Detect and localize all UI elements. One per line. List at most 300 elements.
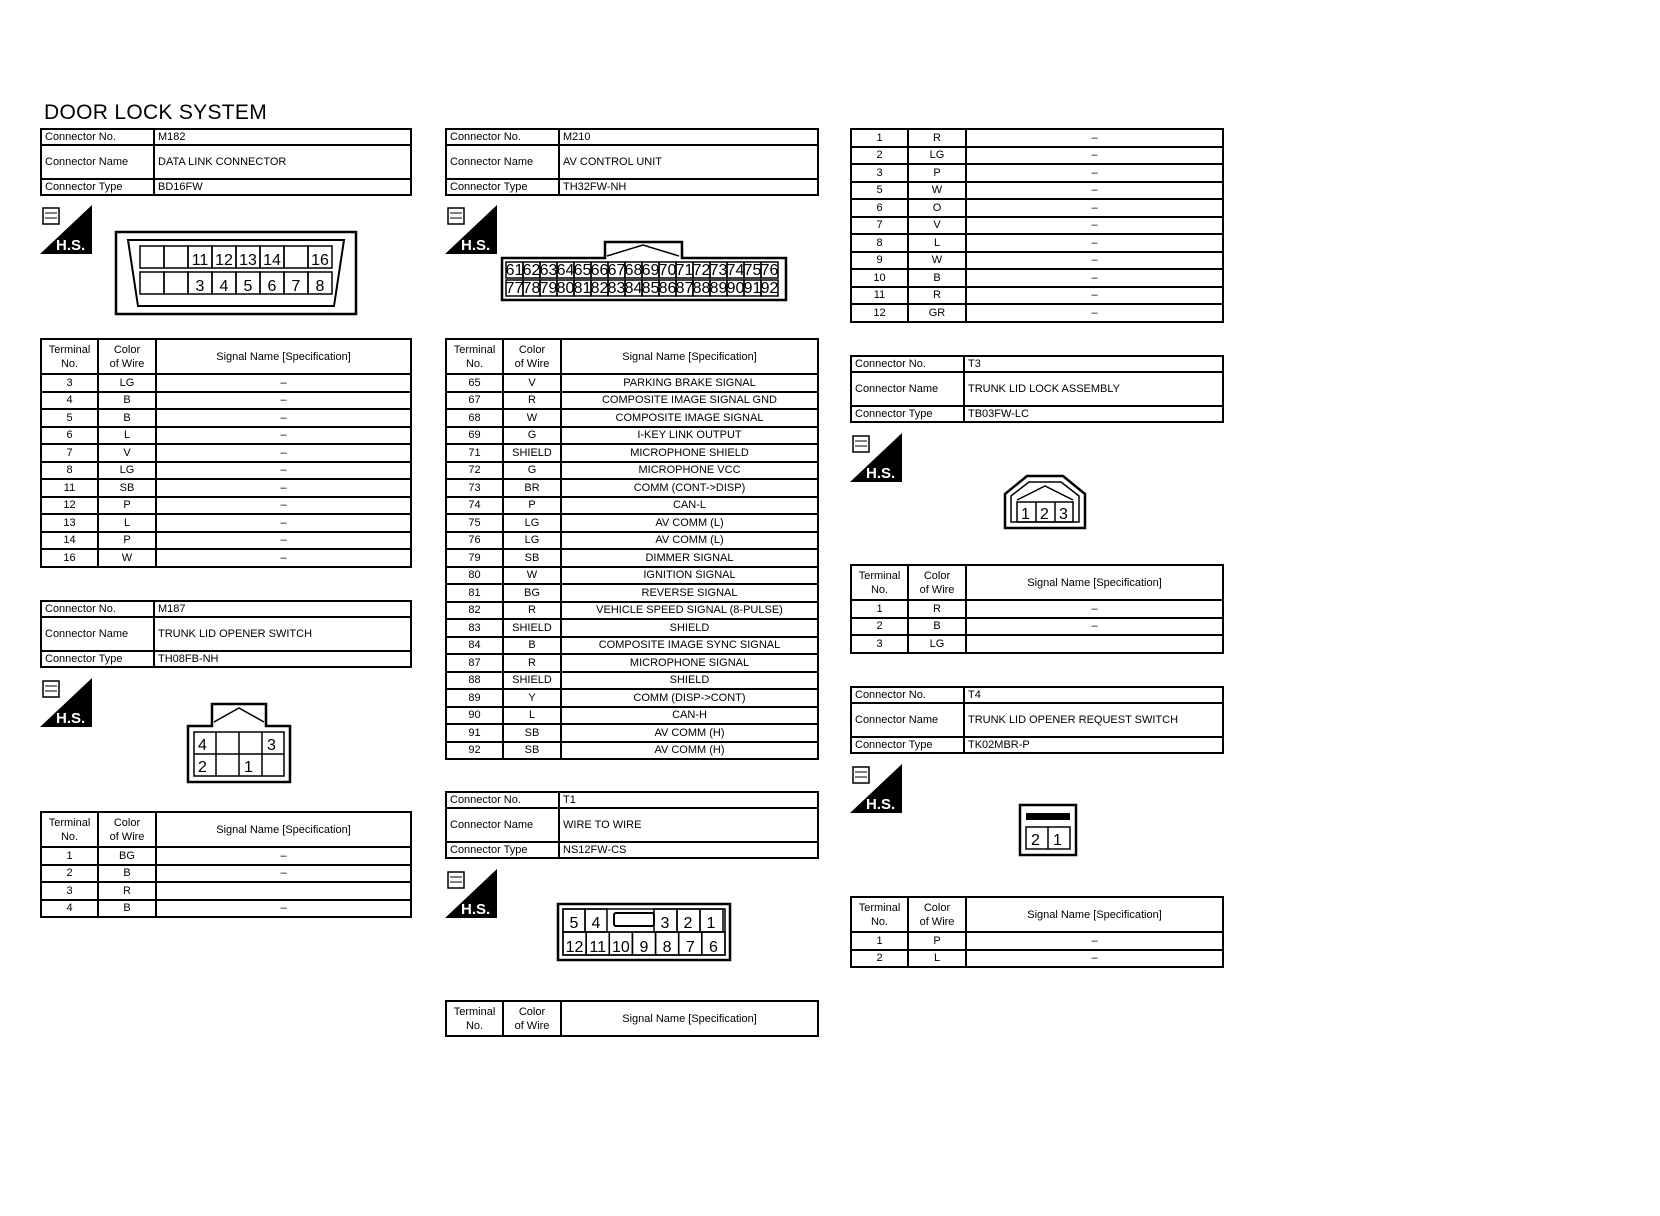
pin-label: 4	[198, 737, 207, 754]
pin-label: 75	[743, 262, 762, 279]
connector-type-label: Connector Type	[851, 406, 964, 422]
terminal-row	[851, 164, 1223, 182]
connector-name-label: Connector Name	[851, 703, 964, 737]
terminal-row	[446, 742, 818, 760]
pin-cell	[140, 246, 164, 268]
terminal-row	[446, 619, 818, 637]
wire-color: B	[98, 392, 156, 410]
connector-info-m210	[445, 128, 819, 196]
terminal-no: 10	[851, 269, 908, 287]
terminal-row	[851, 618, 1223, 636]
wire-color: LG	[908, 147, 966, 165]
signal-name: –	[966, 182, 1223, 200]
terminal-row	[446, 567, 818, 585]
pin-label: 82	[590, 280, 609, 297]
terminal-row	[41, 409, 411, 427]
pin-cell	[164, 272, 188, 294]
harness-side-label: H.S.	[56, 237, 86, 254]
connector-info-t1	[445, 791, 819, 859]
wire-color: B	[98, 409, 156, 427]
color-header: Color of Wire	[503, 1001, 561, 1036]
terminal-table-t3	[850, 564, 1224, 654]
wire-color: B	[908, 269, 966, 287]
pin-label: 77	[505, 280, 524, 297]
terminal-header: Terminal No.	[41, 339, 98, 374]
connector-no-label: Connector No.	[41, 129, 154, 145]
color-header: Color of Wire	[98, 339, 156, 374]
wire-color: L	[908, 234, 966, 252]
signal-name: –	[966, 932, 1223, 950]
terminal-no: 11	[851, 287, 908, 305]
terminal-row	[851, 269, 1223, 287]
pin-label: 12	[215, 252, 233, 269]
pin-label: 61	[505, 262, 524, 279]
terminal-no: 69	[446, 427, 503, 445]
terminal-no: 3	[851, 635, 908, 653]
connector-name-label: Connector Name	[446, 808, 559, 842]
pin-label: 8	[662, 939, 672, 956]
pin-label: 92	[760, 280, 779, 297]
connector-type-value: NS12FW-CS	[559, 842, 818, 858]
harness-side-icon	[445, 205, 497, 254]
pin-label: 2	[198, 759, 207, 776]
signal-header: Signal Name [Specification]	[156, 339, 411, 374]
terminal-table-t1	[445, 1000, 819, 1037]
pin-label: 69	[641, 262, 660, 279]
connector-diagram-m210	[500, 240, 790, 307]
pin-label: 4	[591, 915, 601, 932]
connector-name-value: DATA LINK CONNECTOR	[154, 145, 411, 179]
terminal-row	[851, 199, 1223, 217]
pin-label: 9	[639, 939, 649, 956]
signal-name: –	[156, 900, 411, 918]
pin-label: 68	[624, 262, 643, 279]
terminal-row	[446, 707, 818, 725]
connector-no-label: Connector No.	[41, 601, 154, 617]
wire-color: SHIELD	[503, 444, 561, 462]
signal-name: I-KEY LINK OUTPUT	[561, 427, 818, 445]
signal-name	[156, 882, 411, 900]
terminal-row	[446, 409, 818, 427]
pin-label: 5	[569, 915, 579, 932]
terminal-row	[446, 602, 818, 620]
harness-side-icon	[40, 205, 92, 254]
terminal-row	[41, 479, 411, 497]
signal-name: –	[966, 600, 1223, 618]
terminal-no: 5	[41, 409, 98, 427]
wire-color: P	[503, 497, 561, 515]
terminal-row	[41, 427, 411, 445]
pin-label: 7	[291, 278, 301, 295]
terminal-row	[41, 532, 411, 550]
terminal-row	[446, 532, 818, 550]
pin-label: 8	[315, 278, 325, 295]
terminal-no: 79	[446, 549, 503, 567]
connector-name-label: Connector Name	[446, 145, 559, 179]
wire-color: V	[908, 217, 966, 235]
signal-header: Signal Name [Specification]	[561, 1001, 818, 1036]
connector-diagram-t3	[1003, 474, 1087, 535]
signal-name: –	[156, 462, 411, 480]
wire-color: G	[503, 462, 561, 480]
terminal-no: 11	[41, 479, 98, 497]
signal-name: AV COMM (H)	[561, 742, 818, 760]
terminal-no: 3	[41, 374, 98, 392]
signal-name: –	[156, 444, 411, 462]
signal-name: –	[156, 514, 411, 532]
pin-label: 76	[760, 262, 779, 279]
signal-header: Signal Name [Specification]	[966, 897, 1223, 932]
wire-color: L	[908, 950, 966, 968]
terminal-row	[851, 217, 1223, 235]
wire-color: R	[503, 654, 561, 672]
terminal-row	[446, 689, 818, 707]
wire-color: B	[908, 618, 966, 636]
pin-cell	[164, 246, 188, 268]
terminal-row	[851, 287, 1223, 305]
terminal-table-m210	[445, 338, 819, 760]
signal-name: –	[966, 234, 1223, 252]
terminal-table-m187	[40, 811, 412, 918]
terminal-row	[41, 900, 411, 918]
signal-header: Signal Name [Specification]	[966, 565, 1223, 600]
signal-name: PARKING BRAKE SIGNAL	[561, 374, 818, 392]
wire-color: V	[503, 374, 561, 392]
signal-name: IGNITION SIGNAL	[561, 567, 818, 585]
terminal-no: 89	[446, 689, 503, 707]
page-title: DOOR LOCK SYSTEM	[44, 101, 268, 124]
pin-label: 65	[573, 262, 592, 279]
connector-type-label: Connector Type	[41, 651, 154, 667]
signal-header: Signal Name [Specification]	[561, 339, 818, 374]
terminal-row	[41, 865, 411, 883]
terminal-row	[446, 392, 818, 410]
pin-label: 3	[195, 278, 205, 295]
color-header: Color of Wire	[908, 897, 966, 932]
terminal-row	[851, 950, 1223, 968]
signal-name: –	[156, 392, 411, 410]
pin-label: 90	[726, 280, 745, 297]
pin-label: 66	[590, 262, 609, 279]
connector-type-label: Connector Type	[446, 179, 559, 195]
pin-label: 4	[219, 278, 229, 295]
terminal-no: 71	[446, 444, 503, 462]
terminal-row	[41, 847, 411, 865]
signal-header: Signal Name [Specification]	[156, 812, 411, 847]
connector-diagram-m182	[114, 230, 358, 321]
pin-label: 1	[1053, 832, 1062, 849]
pin-label: 81	[573, 280, 592, 297]
pin-label: 83	[607, 280, 626, 297]
harness-side-label: H.S.	[866, 465, 896, 482]
pin-label: 73	[709, 262, 728, 279]
pin-cell	[140, 272, 164, 294]
wire-color: L	[98, 514, 156, 532]
signal-name: DIMMER SIGNAL	[561, 549, 818, 567]
terminal-no: 92	[446, 742, 503, 760]
terminal-row	[851, 600, 1223, 618]
connector-no-value: T1	[559, 792, 818, 808]
connector-no-value: M182	[154, 129, 411, 145]
wire-color: SB	[98, 479, 156, 497]
wire-color: Y	[503, 689, 561, 707]
wire-color: P	[908, 932, 966, 950]
pin-cells	[506, 262, 779, 297]
signal-name: CAN-H	[561, 707, 818, 725]
pin-cells	[563, 909, 725, 956]
connector-info-t3	[850, 355, 1224, 423]
harness-side-label: H.S.	[461, 901, 491, 918]
terminal-no: 75	[446, 514, 503, 532]
color-header: Color of Wire	[908, 565, 966, 600]
terminal-no: 2	[851, 618, 908, 636]
pin-label: 1	[706, 915, 716, 932]
pin-cell	[284, 246, 308, 268]
pin-label: 88	[692, 280, 711, 297]
terminal-no: 84	[446, 637, 503, 655]
signal-name: –	[966, 252, 1223, 270]
pin-label: 70	[658, 262, 677, 279]
terminal-header: Terminal No.	[446, 1001, 503, 1036]
wire-color: R	[503, 392, 561, 410]
signal-name: –	[966, 618, 1223, 636]
pin-label: 89	[709, 280, 728, 297]
terminal-no: 12	[41, 497, 98, 515]
harness-side-icon	[850, 433, 902, 482]
pin-label: 3	[1059, 506, 1068, 523]
signal-name: –	[156, 374, 411, 392]
connector-diagram-t1	[556, 902, 732, 967]
signal-name: –	[966, 950, 1223, 968]
terminal-row	[446, 514, 818, 532]
connector-name-label: Connector Name	[41, 145, 154, 179]
pin-label: 3	[267, 737, 276, 754]
signal-name: –	[156, 427, 411, 445]
pin-label: 13	[239, 252, 257, 269]
terminal-row	[851, 147, 1223, 165]
signal-name: MICROPHONE VCC	[561, 462, 818, 480]
terminal-no: 90	[446, 707, 503, 725]
pin-label: 10	[611, 939, 630, 956]
connector-type-value: TK02MBR-P	[964, 737, 1223, 753]
signal-name: –	[966, 304, 1223, 322]
wire-color: B	[98, 900, 156, 918]
pin-label: 67	[607, 262, 626, 279]
terminal-no: 87	[446, 654, 503, 672]
pin-label: 12	[565, 939, 584, 956]
connector-type-label: Connector Type	[851, 737, 964, 753]
connector-type-value: BD16FW	[154, 179, 411, 195]
connector-name-value: AV CONTROL UNIT	[559, 145, 818, 179]
wire-color: R	[503, 602, 561, 620]
terminal-table-m182	[40, 338, 412, 568]
wire-color: LG	[503, 532, 561, 550]
terminal-no: 4	[41, 900, 98, 918]
connector-name-label: Connector Name	[851, 372, 964, 406]
connector-no-label: Connector No.	[851, 356, 964, 372]
terminal-no: 74	[446, 497, 503, 515]
wire-color: SB	[503, 549, 561, 567]
connector-no-label: Connector No.	[851, 687, 964, 703]
pin-label: 11	[589, 939, 607, 956]
pin-label: 78	[522, 280, 541, 297]
terminal-no: 91	[446, 724, 503, 742]
connector-name-value: TRUNK LID OPENER REQUEST SWITCH	[964, 703, 1223, 737]
connector-no-label: Connector No.	[446, 129, 559, 145]
pin-label: 6	[267, 278, 277, 295]
signal-name: AV COMM (H)	[561, 724, 818, 742]
connector-info-m182	[40, 128, 412, 196]
pin-label: 87	[675, 280, 694, 297]
terminal-no: 72	[446, 462, 503, 480]
terminal-no: 88	[446, 672, 503, 690]
pin-label: 16	[311, 252, 329, 269]
pin-label: 85	[641, 280, 660, 297]
pin-label: 84	[624, 280, 643, 297]
terminal-no: 2	[851, 950, 908, 968]
terminal-no: 80	[446, 567, 503, 585]
connector-info-m187	[40, 600, 412, 668]
pin-label: 2	[1031, 832, 1040, 849]
pin-label: 63	[539, 262, 558, 279]
wire-color: R	[908, 287, 966, 305]
signal-name: COMPOSITE IMAGE SIGNAL	[561, 409, 818, 427]
terminal-row	[41, 392, 411, 410]
wire-color: P	[98, 497, 156, 515]
terminal-row	[851, 129, 1223, 147]
signal-name: –	[966, 147, 1223, 165]
signal-name: –	[156, 532, 411, 550]
wire-color: LG	[98, 462, 156, 480]
connector-type-value: TH08FB-NH	[154, 651, 411, 667]
terminal-row	[446, 444, 818, 462]
pin-cells	[140, 246, 332, 295]
wire-color: LG	[908, 635, 966, 653]
terminal-no: 82	[446, 602, 503, 620]
signal-name: –	[156, 865, 411, 883]
terminal-row	[446, 654, 818, 672]
terminal-row	[41, 462, 411, 480]
connector-type-value: TB03FW-LC	[964, 406, 1223, 422]
connector-no-label: Connector No.	[446, 792, 559, 808]
terminal-no: 67	[446, 392, 503, 410]
wire-color: R	[908, 600, 966, 618]
terminal-no: 3	[41, 882, 98, 900]
signal-name: –	[966, 129, 1223, 147]
terminal-row	[41, 514, 411, 532]
terminal-no: 13	[41, 514, 98, 532]
connector-type-label: Connector Type	[446, 842, 559, 858]
terminal-no: 2	[41, 865, 98, 883]
pin-label: 86	[658, 280, 677, 297]
terminal-no: 16	[41, 549, 98, 567]
pin-label: 62	[522, 262, 541, 279]
terminal-row	[851, 234, 1223, 252]
terminal-row	[41, 549, 411, 567]
wire-color: BG	[503, 584, 561, 602]
terminal-row	[446, 637, 818, 655]
connector-no-value: M210	[559, 129, 818, 145]
pin-label: 5	[243, 278, 253, 295]
terminal-row	[446, 427, 818, 445]
connector-no-value: T3	[964, 356, 1223, 372]
terminal-header: Terminal No.	[41, 812, 98, 847]
wire-color: W	[503, 409, 561, 427]
terminal-no: 9	[851, 252, 908, 270]
wire-color: SB	[503, 724, 561, 742]
signal-name: REVERSE SIGNAL	[561, 584, 818, 602]
signal-name: –	[156, 549, 411, 567]
wire-color: W	[908, 252, 966, 270]
wire-color: SB	[503, 742, 561, 760]
harness-side-label: H.S.	[461, 237, 491, 254]
pin-label: 79	[539, 280, 558, 297]
signal-name: AV COMM (L)	[561, 532, 818, 550]
terminal-no: 1	[851, 600, 908, 618]
terminal-row	[851, 182, 1223, 200]
terminal-row	[41, 882, 411, 900]
pin-label: 91	[743, 280, 762, 297]
pin-label: 1	[1021, 506, 1030, 523]
terminal-no: 83	[446, 619, 503, 637]
pin-label: 71	[675, 262, 694, 279]
signal-name: –	[156, 847, 411, 865]
pin-label: 14	[263, 252, 281, 269]
harness-side-icon	[445, 869, 497, 918]
signal-name: COMM (DISP->CONT)	[561, 689, 818, 707]
pin-label: 7	[685, 939, 695, 956]
color-header: Color of Wire	[503, 339, 561, 374]
connector-name-value: WIRE TO WIRE	[559, 808, 818, 842]
wire-color: SHIELD	[503, 672, 561, 690]
wire-color: GR	[908, 304, 966, 322]
wire-color: L	[98, 427, 156, 445]
wire-color: B	[98, 865, 156, 883]
connector-name-value: TRUNK LID LOCK ASSEMBLY	[964, 372, 1223, 406]
terminal-no: 76	[446, 532, 503, 550]
pin-label: 2	[1040, 506, 1049, 523]
connector-info-t4	[850, 686, 1224, 754]
terminal-row	[41, 374, 411, 392]
wire-color: R	[908, 129, 966, 147]
pin-label: 2	[683, 915, 693, 932]
wire-color: L	[503, 707, 561, 725]
connector-no-value: M187	[154, 601, 411, 617]
pin-label: 64	[556, 262, 575, 279]
pin-label: 3	[660, 915, 670, 932]
terminal-header: Terminal No.	[851, 565, 908, 600]
wire-color: V	[98, 444, 156, 462]
terminal-row	[41, 497, 411, 515]
signal-name: –	[156, 479, 411, 497]
wire-color: B	[503, 637, 561, 655]
color-header: Color of Wire	[98, 812, 156, 847]
terminal-no: 5	[851, 182, 908, 200]
wire-color: P	[908, 164, 966, 182]
terminal-no: 7	[851, 217, 908, 235]
terminal-no: 81	[446, 584, 503, 602]
connector-type-value: TH32FW-NH	[559, 179, 818, 195]
signal-name: MICROPHONE SHIELD	[561, 444, 818, 462]
terminal-no: 8	[851, 234, 908, 252]
terminal-row	[851, 252, 1223, 270]
connector-diagram-m187	[186, 702, 292, 789]
wire-color: W	[98, 549, 156, 567]
signal-name: AV COMM (L)	[561, 514, 818, 532]
signal-name: MICROPHONE SIGNAL	[561, 654, 818, 672]
terminal-no: 6	[851, 199, 908, 217]
signal-name: –	[966, 269, 1223, 287]
